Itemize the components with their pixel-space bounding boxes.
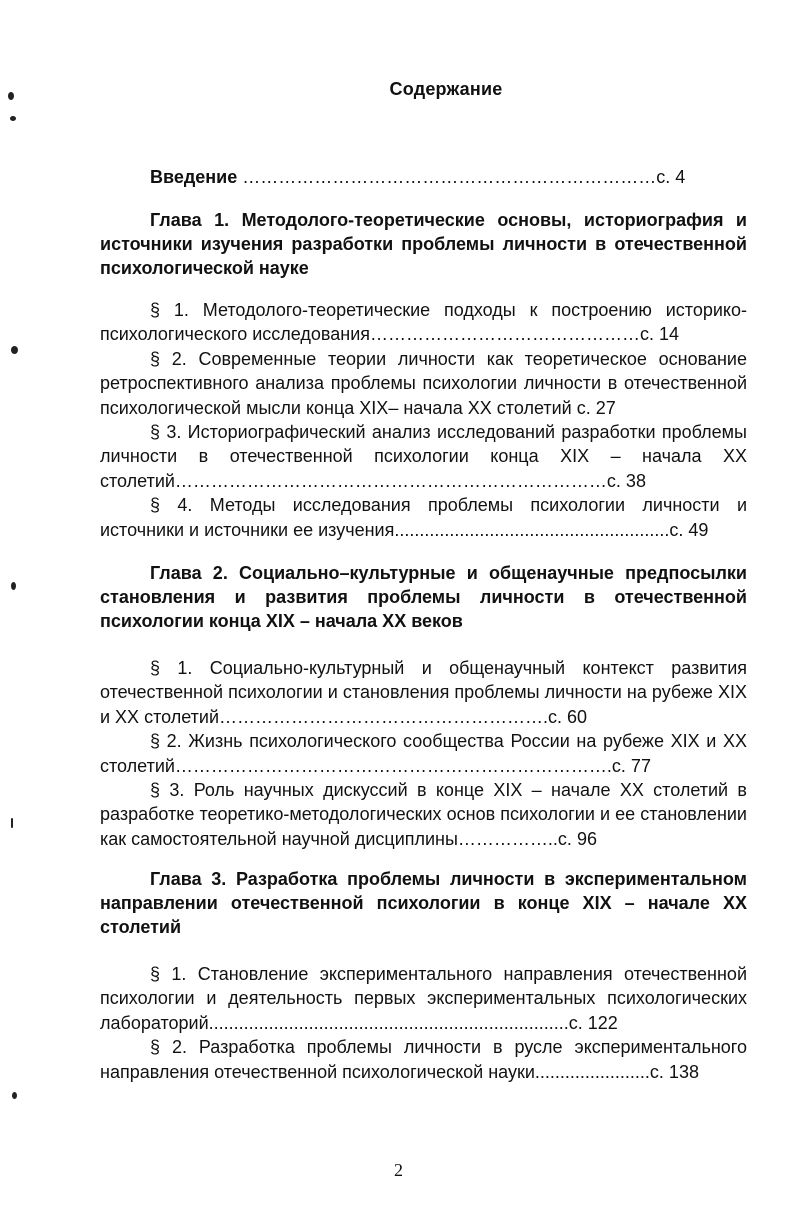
scan-speck xyxy=(8,92,14,100)
chapter-3-sections xyxy=(100,962,747,1084)
toc-entry-3-1[interactable]: § 1. Становление экспериментального направления отечественной психологии и деятельность первых экспериментальных психологических лабораторий........................................................................с. 122 xyxy=(100,964,747,1033)
scan-speck xyxy=(12,1092,17,1099)
toc-entry-3-2[interactable]: § 2. Разработка проблемы личности в русле экспериментального направления отечественной психологической науки.......................с. 138 xyxy=(100,1037,747,1082)
toc-entry-1-3[interactable]: § 3. Историографический анализ исследований разработки проблемы личности в отечественной психологии конца XIX – начала XX столетий………………………………………………………………с. 38 xyxy=(100,422,747,491)
toc-entry-1-1[interactable]: § 1. Методолого-теоретические подходы к построению историко-психологического исследования………………………………………с. 14 xyxy=(100,300,747,345)
page-number: 2 xyxy=(394,1160,403,1180)
toc-entry-1-4[interactable]: § 4. Методы исследования проблемы психологии личности и источники и источники ее изучения.......................................................с. 49 xyxy=(100,495,747,540)
chapter-1-sections xyxy=(100,298,747,542)
toc-entry-1-2[interactable]: § 2. Современные теории личности как теоретическое основание ретроспективного анализа проблемы психологии личности в отечественной психологической мысли конца XIX– начала XX столетий с. 27 xyxy=(100,348,747,418)
page-title: Содержание xyxy=(389,79,503,99)
toc-entry-2-2[interactable]: § 2. Жизнь психологического сообщества России на рубеже XIX и XX столетий……………………………………………………………….с. 77 xyxy=(100,731,747,776)
chapter-2-heading[interactable]: Глава 2. Социально–культурные и общенаучные предпосылки становления и развития проблемы личности в отечественной психологии конца XIX – начала XX веков xyxy=(100,563,747,631)
chapter-1-heading[interactable]: Глава 1. Методолого-теоретические основы, историография и источники изучения разработки проблемы личности в отечественной психологической науке xyxy=(100,210,747,278)
chapter-1 xyxy=(100,208,747,280)
chapter-3-heading[interactable]: Глава 3. Разработка проблемы личности в экспериментальном направлении отечественной психологии в конце XIX – начале XX столетий xyxy=(100,869,747,937)
toc-entry-2-1[interactable]: § 1. Социально-культурный и общенаучный контекст развития отечественной психологии и становления проблемы личности на рубеже XIX и XX столетий……………………………………………….с. 60 xyxy=(100,658,747,727)
introduction-page: с. 4 xyxy=(656,167,686,187)
scan-speck xyxy=(11,346,18,354)
scan-speck xyxy=(10,116,16,121)
toc-entry-2-3[interactable]: § 3. Роль научных дискуссий в конце XIX – начале XX столетий в разработке теоретико-методологических основ психологии и ее становлении как самостоятельной научной дисциплины……………..с. 96 xyxy=(100,780,747,849)
introduction-leader: …………………………………………………………… xyxy=(242,167,657,187)
chapter-3 xyxy=(100,867,747,939)
scan-speck xyxy=(11,582,16,590)
introduction-label: Введение xyxy=(150,167,238,187)
toc-entry-introduction[interactable] xyxy=(150,165,747,189)
chapter-2-sections xyxy=(100,656,747,851)
chapter-2 xyxy=(100,561,747,633)
scan-speck xyxy=(11,818,13,828)
